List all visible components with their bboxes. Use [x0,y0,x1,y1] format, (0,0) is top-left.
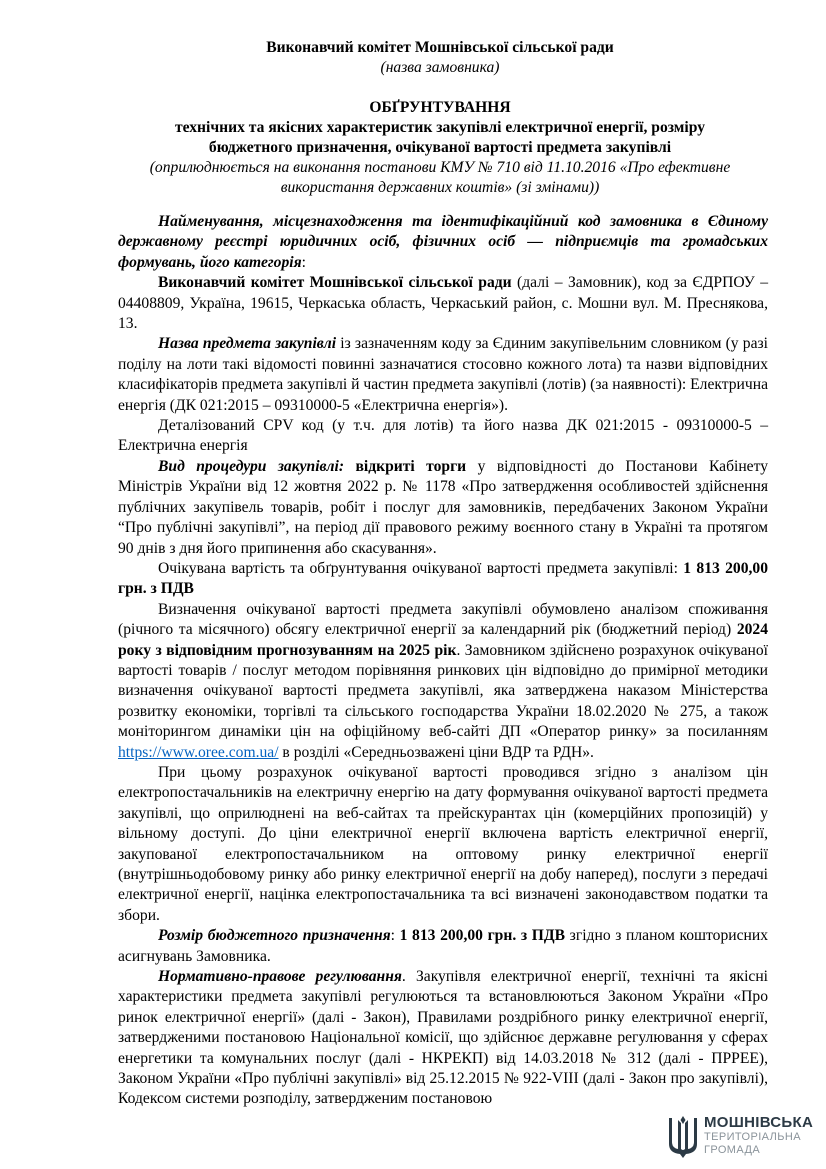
document-header [100,38,780,198]
customer-heading: Найменування, місцезнаходження та ідентифікаційний код замовника в Єдиному державному реєстрі юридичних осіб, фізичних осіб — підприємців та громадських формувань, його категорія [118,213,768,271]
paragraph-budget [118,926,768,967]
paragraph-customer-details [118,273,768,334]
customer-caption: (назва замовника) [380,59,500,76]
procedure-heading: Вид процедури закупівлі: [158,457,345,475]
procedure-type: відкриті торги [344,457,467,475]
justification-text-c: в розділі «Середньозважені ціни ВДР та РДН». [278,743,594,761]
subject-heading: Назва предмета закупівлі [158,335,337,353]
customer-heading-colon: : [301,253,306,271]
paragraph-subject [118,334,768,416]
customer-name-inline: Виконавчий комітет Мошнівської сільської ради [158,274,512,292]
budget-amount: 1 813 200,00 грн. з ПДВ [399,927,566,945]
trident-icon [666,1114,700,1160]
justification-text-b: . Замовником здійснено розрахунок очікуваної вартості товарів / послуг методом порівняння ринкових цін відповідно до примірної методики визначення очікуваної вартості предмета закупівлі, яка затверджена наказом Міністерства розвитку економіки, торгівлі та сільського господарства України 18.02.2020 № 275, а також моніторингом динаміки цін на офіційному веб-сайті ДП «Оператор ринку» за посиланням [118,641,768,741]
paragraph-procedure [118,457,768,559]
document-subtitle-line-1: технічних та якісних характеристик закупівлі електричної енергії, розміру [174,119,706,136]
customer-details-text: (далі – Замовник), код за ЄДРПОУ – 04408809, Україна, 19615, Черкаська область, Черкаський район, с. Мошни вул. М. Преснякова, 13. [118,274,768,333]
paragraph-value-justification [118,600,768,763]
logo-line-2: ТЕРИТОРІАЛЬНА [704,1131,801,1143]
budget-colon: : [390,927,400,945]
paragraph-cpv: Деталізований CPV код (у т.ч. для лотів) та його назва ДК 021:2015 - 09310000-5 – Електрична енергія [118,417,768,455]
publication-note-line-1: (оприлюднюється на виконання постанови КМУ № 710 від 11.10.2016 «Про ефективне [149,159,731,176]
paragraph-expected-value [118,559,768,600]
logo-text [704,1114,813,1157]
budget-text: згідно з планом кошторисних асигнувань Замовника. [118,927,768,965]
document-body [118,212,768,1110]
justification-period: 2024 року з відповідним прогнозуванням на 2025 рік [118,621,768,659]
publication-note-line-2: використання державних коштів» (зі змінами)) [280,179,600,196]
subject-text: із зазначенням коду за Єдиним закупівельним словником (у разі поділу на лоти такі відомості повинні зазначатися стосовно кожного лота) та назви відповідних класифікаторів предмета закупівлі й частин предмета закупівлі (лотів) (за наявності): Електрична енергія (ДК 021:2015 – 09310000-5 «Електрична енергія»). [118,335,768,414]
oree-link[interactable]: https://www.oree.com.ua/ [118,743,279,761]
document-title: ОБҐРУНТУВАННЯ [369,99,511,116]
budget-heading: Розмір бюджетного призначення [158,927,391,945]
community-logo [666,1112,816,1164]
paragraph-customer-heading [118,212,768,273]
paragraph-regulation [118,967,768,1110]
expected-value-amount: 1 813 200,00 грн. з ПДВ [118,559,768,598]
logo-line-1: МОШНІВСЬКА [704,1114,814,1131]
document-subtitle-line-2: бюджетного призначення, очікуваної вартості предмета закупівлі [208,139,672,156]
regulation-text: . Закупівля електричної енергії, технічні та якісні характеристики предмета закупівлі регулюються та встановлюються Законом України «Про ринок електричної енергії» (далі - Закон), Правилами роздрібного ринку електричної енергії, затвердженими постановою Національної комісії, що здійснює державне регулювання у сферах енергетики та комунальних послуг (далі - НКРЕКП) від 14.03.2018 № 312 (далі - ПРРЕЕ), Законом України «Про публічні закупівлі» від 25.12.2015 № 922-VIII (далі - Закон про закупівлі), Кодексом системи розподілу, затвердженим постановою [118,968,768,1108]
regulation-heading: Нормативно-правове регулювання [158,968,402,986]
paragraph-price-analysis: При цьому розрахунок очікуваної вартості проводився згідно з аналізом цін електропостачальників на електричну енергію на дату формування очікуваної вартості предмета закупівлі, що оприлюднені на веб-сайтах та прейскурантах цін (комерційних пропозицій) у вільному доступі. До ціни електричної енергії включена вартість електричної енергії, закупованої електропостачальником на оптовому ринку електричної енергії (внутрішньодобовому ринку або ринку електричної енергії на добу наперед), послуги з передачі електричної енергії, націнка електропостачальника та всі визначені законодавством податки та збори. [118,763,768,924]
procedure-text: у відповідності до Постанови Кабінету Міністрів України від 12 жовтня 2022 р. № 1178 «Про затвердження особливостей здійснення публічних закупівель товарів, робіт і послуг для замовників, передбачених Законом України “Про публічні закупівлі”, на період дії правового режиму воєнного стану в Україні та протягом 90 днів з дня його припинення або скасування». [118,457,769,557]
expected-value-text: Очікувана вартість та обґрунтування очікуваної вартості предмета закупівлі: [158,559,684,577]
justification-text-a: Визначення очікуваної вартості предмета закупівлі обумовлено аналізом споживання (річного та місячного) обсягу електричної енергії за календарний рік (бюджетний період) [118,600,768,639]
customer-name: Виконавчий комітет Мошнівської сільської ради [266,39,614,56]
logo-line-3: ГРОМАДА [704,1144,761,1156]
